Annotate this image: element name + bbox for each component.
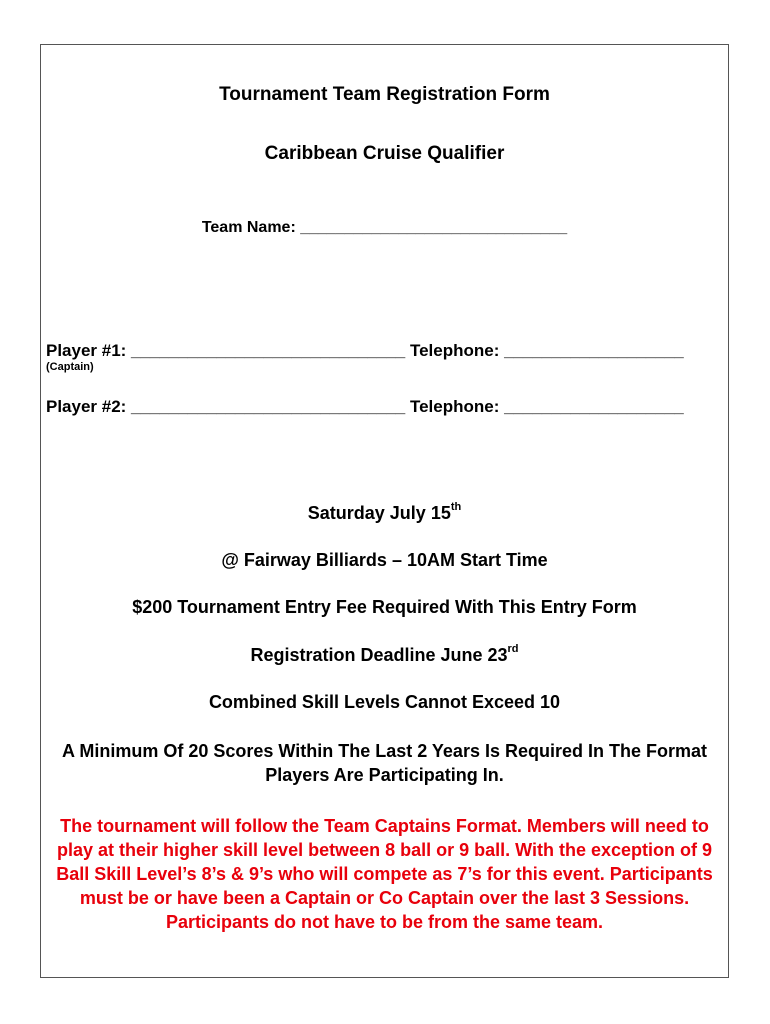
event-date-suffix: th <box>450 501 462 513</box>
tournament-rules-note: The tournament will follow the Team Captains Format. Members will need to play at their higher skill level between 8 ball or 9 ball. With the exception of 9 Ball Skill Level’s 8’s & 9’s who will compete as 7’s for this event. Participants must be or have been a Captain or Co Captain over the last 3 Sessions. Participants do not have to be from the same team. <box>56 816 713 932</box>
player-2-row[interactable]: Player #2: _____________________________ Telephone: ___________________ <box>46 397 684 416</box>
player-1-row[interactable]: Player #1: _____________________________ Telephone: ___________________ <box>46 341 684 360</box>
captain-note: (Captain) <box>46 361 94 373</box>
form-subtitle: Caribbean Cruise Qualifier <box>264 143 505 164</box>
registration-deadline-suffix: rd <box>507 643 519 655</box>
form-title: Tournament Team Registration Form <box>219 84 550 105</box>
event-date-text: Saturday July 15 <box>307 503 451 523</box>
skill-level-rule: Combined Skill Levels Cannot Exceed 10 <box>208 692 561 712</box>
minimum-scores-rule: A Minimum Of 20 Scores Within The Last 2 Years Is Required In The Format Players Are Participating In. <box>62 741 707 785</box>
team-name-field[interactable]: Team Name: ______________________________ <box>201 219 568 236</box>
entry-fee: $200 Tournament Entry Fee Required With This Entry Form <box>132 597 637 617</box>
registration-deadline-text: Registration Deadline June 23 <box>250 645 508 665</box>
registration-deadline <box>40 645 729 666</box>
event-date <box>40 503 729 524</box>
event-venue: @ Fairway Billiards – 10AM Start Time <box>221 550 548 570</box>
